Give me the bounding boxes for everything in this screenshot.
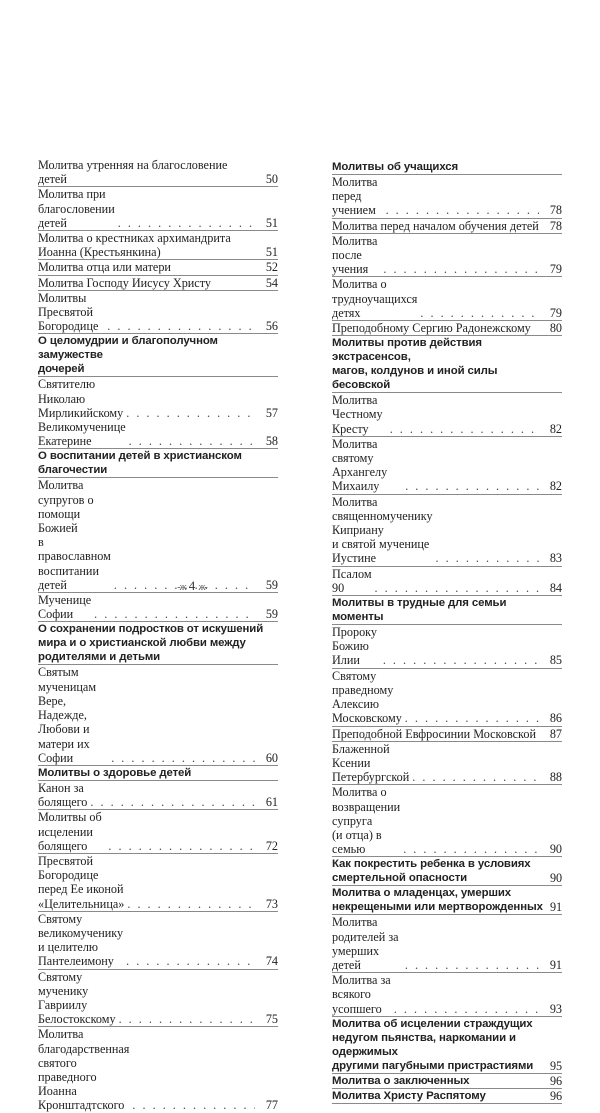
section-heading-text: О целомудрии и благополучном замужестве дочерей — [38, 335, 218, 376]
dot-leader — [405, 711, 539, 725]
dot-leader — [403, 842, 539, 856]
toc-entry — [38, 377, 278, 420]
entry-title: Молитва перед учением — [332, 175, 378, 218]
entry-title: Молитва о трудноучащихся детях — [332, 277, 418, 320]
entry-title: Канон за болящего — [38, 780, 88, 810]
section-page-number: 90 — [550, 871, 562, 886]
toc-entry — [332, 785, 562, 857]
dot-leader — [132, 1098, 255, 1112]
entry-title: Молитва супругов о помощи Божией в православном воспитании детей — [38, 478, 111, 592]
entry-title: Пророку Божию Илии — [332, 625, 378, 668]
toc-entry — [38, 810, 278, 854]
entry-page-number: 56 — [265, 319, 278, 334]
entry-page-number: 79 — [549, 262, 562, 277]
entry-page-number: 75 — [265, 1012, 278, 1027]
dot-leader — [129, 434, 255, 448]
entry-title: Молитва за всякого усопшего — [332, 973, 391, 1016]
toc-section-heading — [332, 1074, 562, 1089]
entry-page-number: 50 — [265, 172, 278, 187]
toc-section-heading — [38, 449, 278, 478]
dot-leader — [107, 319, 255, 333]
toc-section-heading — [332, 1017, 562, 1074]
section-heading-text: Молитвы об учащихся — [332, 161, 459, 173]
section-heading-text: Молитва об исцелении страждущих недугом пьянства, наркомании и одержимых другими пагубными пристрастиями — [332, 1017, 534, 1072]
dot-leader — [405, 958, 539, 972]
toc-entry — [332, 915, 562, 973]
entry-page-number: 90 — [549, 842, 562, 857]
dot-leader — [90, 795, 255, 809]
toc-entry — [38, 478, 278, 593]
entry-title: Молитвы об исцелении болящего — [38, 810, 102, 853]
toc-entry — [332, 669, 562, 727]
section-page-number: 96 — [550, 1073, 562, 1088]
entry-title: Великомученице Екатерине — [38, 420, 126, 449]
entry-title: Молитва при благословении детей — [38, 187, 115, 230]
entry-page-number: 84 — [549, 580, 562, 595]
entry-page-number: 77 — [265, 1098, 278, 1113]
toc-entry — [38, 260, 278, 275]
entry-title: Молитва после учения — [332, 233, 378, 277]
entry-title: Молитва Честному Кресту — [332, 393, 383, 436]
dot-leader — [436, 551, 539, 565]
entry-title: Псалом 90 — [332, 566, 372, 595]
toc-section-heading — [332, 160, 562, 175]
entry-title: Святому праведному Алексию Московскому — [332, 668, 402, 726]
entry-page-number: 86 — [549, 711, 562, 726]
dot-leader — [412, 770, 539, 784]
entry-page-number: 93 — [549, 1001, 562, 1016]
entry-page-number: 51 — [265, 245, 278, 260]
section-heading-text: О воспитании детей в христианском благочестии — [38, 450, 242, 477]
entry-page-number: 82 — [549, 479, 562, 494]
toc-left-column — [38, 158, 278, 1113]
toc-entry — [332, 495, 562, 567]
entry-title: Мученице Софии — [38, 593, 92, 622]
entry-title: Молитва о возвращении супруга (и отца) в семью — [332, 785, 401, 857]
toc-entry — [332, 234, 562, 278]
entry-title: Святым мученицам Вере, Надежде, Любови и матери их Софии — [38, 665, 97, 765]
dot-leader — [126, 954, 255, 968]
section-heading-text: Молитва Христу Распятому — [332, 1089, 486, 1102]
entry-title: Молитва Господу Иисусу Христу — [38, 275, 211, 290]
section-page-number: 96 — [550, 1088, 562, 1103]
entry-title: Пресвятой Богородице перед Ее иконой «Целительница» — [38, 853, 125, 911]
toc-entry — [38, 781, 278, 810]
toc-entry — [332, 727, 562, 742]
dot-leader — [119, 1012, 255, 1026]
folio-page-number: 4 — [188, 578, 196, 593]
entry-title: Святому мученику Гавриилу Белостокскому — [38, 969, 116, 1027]
toc-entry — [38, 1027, 278, 1112]
entry-page-number: 91 — [549, 957, 562, 972]
toc-entry — [332, 437, 562, 495]
entry-page-number: 59 — [265, 577, 278, 592]
toc-entry — [38, 276, 278, 291]
section-heading-text: Молитвы в трудные для семьи моменты — [332, 597, 507, 624]
toc-entry — [332, 393, 562, 437]
toc-right-column — [332, 160, 562, 1104]
entry-page-number: 80 — [549, 321, 562, 336]
entry-page-number: 79 — [549, 305, 562, 320]
entry-page-number: 57 — [265, 405, 278, 420]
toc-section-heading — [332, 596, 562, 625]
toc-entry — [38, 158, 278, 187]
dot-leader — [383, 262, 539, 276]
entry-title: Молитвы Пресвятой Богородице — [38, 290, 99, 334]
entry-page-number: 83 — [549, 551, 562, 566]
toc-entry — [38, 291, 278, 335]
dot-leader — [118, 216, 255, 230]
toc-section-heading — [332, 336, 562, 393]
entry-title: Святителю Николаю Мирликийскому — [38, 377, 124, 420]
dot-leader — [386, 203, 539, 217]
entry-page-number: 72 — [265, 838, 278, 853]
dot-leader — [405, 479, 539, 493]
toc-section-heading — [38, 334, 278, 377]
dot-leader — [94, 607, 255, 621]
toc-section-heading — [332, 857, 562, 886]
entry-title: Молитва святому Архангелу Михаилу — [332, 436, 388, 494]
section-heading-text: Молитва о младенцах, умерших некрещеными или мертворожденных — [332, 887, 543, 914]
section-heading-text: Молитвы о здоровье детей — [38, 766, 192, 779]
toc-entry — [38, 912, 278, 970]
toc-entry — [332, 973, 562, 1017]
folio-ornament-right-icon: ж- — [198, 582, 207, 593]
dot-leader — [375, 581, 539, 595]
toc-entry — [38, 420, 278, 449]
entry-page-number: 52 — [265, 260, 278, 275]
dot-leader — [420, 306, 539, 320]
entry-page-number: 54 — [265, 275, 278, 290]
dot-leader — [126, 406, 255, 420]
toc-entry — [38, 854, 278, 912]
section-page-number: 91 — [550, 900, 562, 915]
entry-page-number: 59 — [265, 607, 278, 622]
folio-ornament-left-icon: -ж — [177, 582, 186, 593]
page-folio — [152, 578, 232, 594]
entry-page-number: 58 — [265, 434, 278, 449]
entry-page-number: 88 — [549, 770, 562, 785]
entry-page-number: 73 — [265, 896, 278, 911]
toc-entry — [332, 742, 562, 786]
entry-title: Преподобной Евфросинии Московской — [332, 726, 536, 741]
entry-page-number: 78 — [549, 218, 562, 233]
entry-page-number: 51 — [265, 215, 278, 230]
entry-title: Молитва благодарственная святого праведного Иоанна Кронштадтского — [38, 1027, 130, 1113]
section-heading-text: Молитвы против действия экстрасенсов, магов, колдунов и иной силы бесовской — [332, 337, 498, 392]
entry-page-number: 82 — [549, 421, 562, 436]
entry-title: Святому великомученику и целителю Пантелеимону — [38, 911, 124, 969]
entry-title: Молитва перед началом обучения детей — [332, 218, 539, 233]
toc-section-heading — [332, 886, 562, 915]
toc-section-heading — [332, 1089, 562, 1104]
entry-title: Молитва о крестниках архимандрита Иоанна (Крестьянкина) — [38, 231, 231, 260]
toc-entry — [332, 321, 562, 336]
section-page-number: 95 — [550, 1058, 562, 1073]
toc-entry — [38, 187, 278, 231]
entry-title: Молитва родителей за умерших детей — [332, 915, 399, 972]
dot-leader — [108, 839, 255, 853]
section-heading-text: О сохранении подростков от искушений мира и о христианской любви между родителями и детьми — [38, 623, 264, 664]
dot-leader — [390, 422, 539, 436]
entry-page-number: 87 — [549, 726, 562, 741]
entry-page-number: 60 — [265, 750, 278, 765]
entry-page-number: 78 — [549, 203, 562, 218]
section-heading-text: Как покрестить ребенка в условиях смертельной опасности — [332, 858, 531, 885]
entry-title: Молитва отца или матери — [38, 260, 171, 275]
toc-entry — [332, 277, 562, 321]
dot-leader — [394, 1002, 539, 1016]
dot-leader — [111, 751, 255, 765]
dot-leader — [127, 897, 255, 911]
entry-title: Преподобному Сергию Радонежскому — [332, 321, 531, 336]
toc-entry — [332, 625, 562, 669]
section-heading-text: Молитва о заключенных — [332, 1074, 470, 1087]
toc-entry — [38, 231, 278, 260]
toc-entry — [38, 970, 278, 1028]
entry-title: Молитва утренняя на благословение детей — [38, 158, 228, 187]
entry-title: Молитва священномученику Киприану и святой мученице Иустине — [332, 494, 433, 566]
toc-entry — [332, 219, 562, 234]
toc-section-heading — [38, 766, 278, 781]
toc-section-heading — [38, 622, 278, 665]
entry-title: Блаженной Ксении Петербургской — [332, 741, 410, 785]
toc-entry — [332, 567, 562, 596]
entry-page-number: 85 — [549, 653, 562, 668]
toc-entry — [38, 593, 278, 622]
entry-page-number: 61 — [265, 795, 278, 810]
entry-page-number: 74 — [265, 954, 278, 969]
toc-entry — [332, 175, 562, 219]
toc-entry — [38, 665, 278, 765]
dot-leader — [383, 653, 539, 667]
